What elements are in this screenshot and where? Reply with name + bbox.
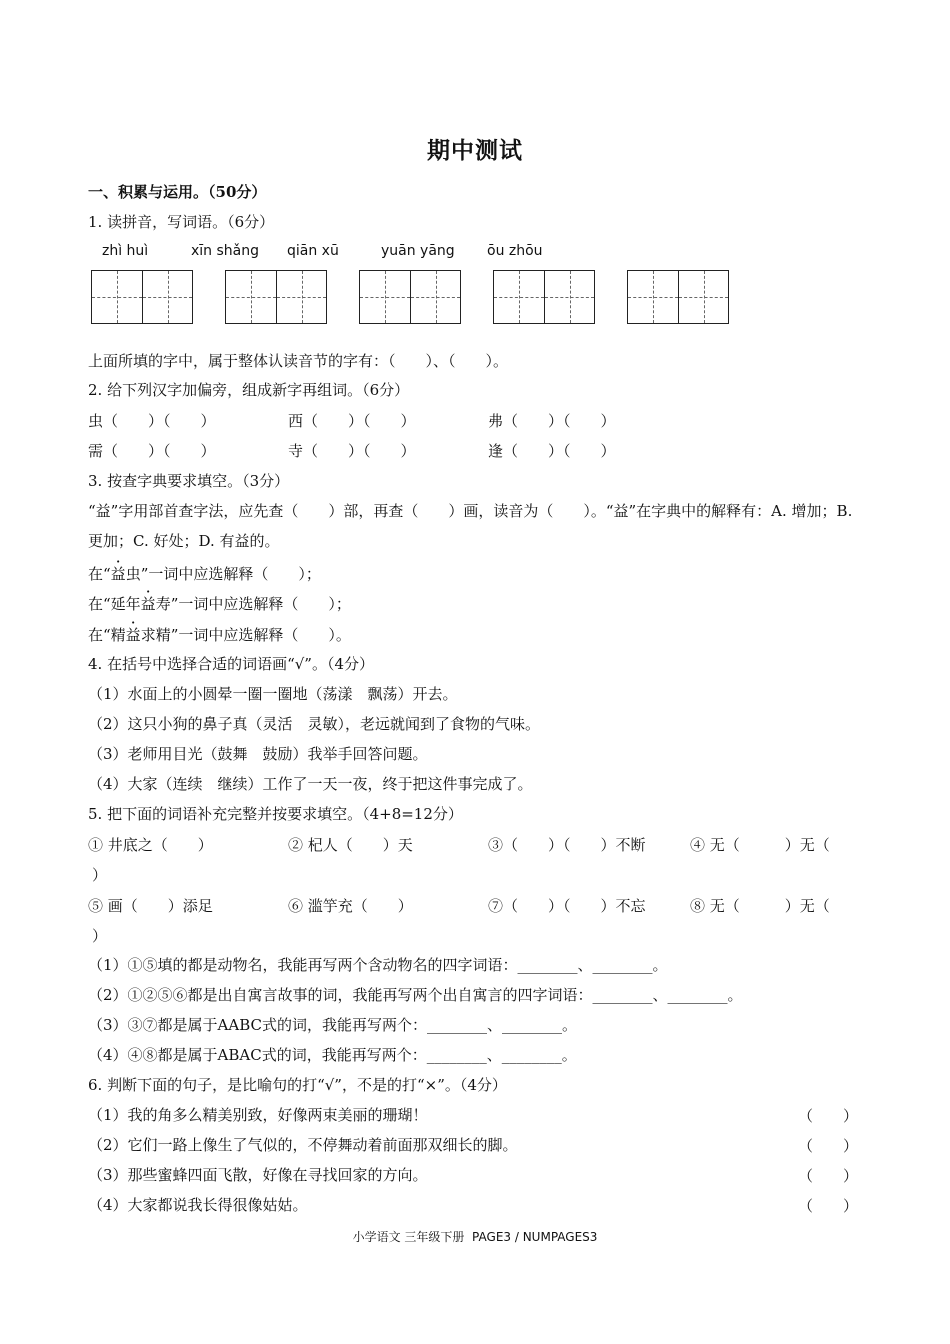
writing-box-2[interactable] xyxy=(225,270,327,324)
writing-box-1[interactable] xyxy=(91,270,193,324)
pinyin-5: ōu zhōu xyxy=(487,243,543,259)
q6-item: （4）大家都说我长得很像姑姑。 xyxy=(88,1196,308,1214)
footer-page: PAGE3 / NUMPAGES3 xyxy=(472,1230,598,1244)
q4-item: （4）大家（连续 继续）工作了一天一夜，终于把这件事完成了。 xyxy=(88,775,533,793)
pinyin-1: zhì huì xyxy=(102,243,149,259)
q5-sub: （2）①②⑤⑥都是出自寓言故事的词，我能再写两个出自寓言的四字词语：________、________。 xyxy=(88,986,743,1004)
q5-sub: （4）④⑧都是属于ABAC式的词，我能再写两个：________、________。 xyxy=(88,1046,577,1064)
text: 在“ xyxy=(88,565,111,583)
q3-paragraph: “益”字用部首查字法，应先查（ ）部，再查（ ）画，读音为（ ）。“益”在字典中的解释有：A. 增加；B. 更加；C. 好处；D. 有益的。 xyxy=(88,502,853,550)
q5-item-wrap: ） xyxy=(92,927,108,945)
q4-item: （1）水面上的小圆晕一圈一圈地（荡漾 飘荡）开去。 xyxy=(88,685,458,703)
section-heading: 一、积累与运用。（50分） xyxy=(88,183,267,201)
answer-blank[interactable]: （ ） xyxy=(798,1197,859,1215)
q1-followup: 上面所填的字中，属于整体认读音节的字有：（ ）、（ ）。 xyxy=(88,352,509,370)
text: 在“延年 xyxy=(88,595,141,613)
answer-blank[interactable]: （ ） xyxy=(798,1167,859,1185)
text: 求精”一词中应选解释（ ）。 xyxy=(140,626,351,644)
q5-sub: （3）③⑦都是属于AABC式的词，我能再写两个：________、________。 xyxy=(88,1016,577,1034)
q2-item: 需（ ）（ ） xyxy=(88,442,216,460)
emphasis-char: 益 xyxy=(110,565,126,583)
q3-line xyxy=(88,625,351,645)
q4-item: （2）这只小狗的鼻子真（灵活 灵敏），老远就闻到了食物的气味。 xyxy=(88,715,541,733)
text: 虫”一词中应选解释（ ）； xyxy=(125,565,321,583)
emphasis-char: 益 xyxy=(125,626,141,644)
q5-item: ① 井底之（ ） xyxy=(88,836,213,854)
page-footer xyxy=(0,1228,950,1245)
text: 寿”一词中应选解释（ ）； xyxy=(155,595,351,613)
q2-item: 弗（ ）（ ） xyxy=(488,412,616,430)
pinyin-2: xīn shǎng xyxy=(191,243,260,259)
q5-item: ⑤ 画（ ）添足 xyxy=(88,897,213,915)
q5-item: ⑦（ ）（ ）不忘 xyxy=(488,897,646,915)
page-title: 期中测试 xyxy=(427,137,523,164)
q1-heading: 1. 读拼音，写词语。（6分） xyxy=(88,213,275,231)
q4-item: （3）老师用目光（鼓舞 鼓励）我举手回答问题。 xyxy=(88,745,428,763)
q3-line xyxy=(88,594,351,614)
q5-item: ③（ ）（ ）不断 xyxy=(488,836,646,854)
q2-heading: 2. 给下列汉字加偏旁，组成新字再组词。（6分） xyxy=(88,381,410,399)
q6-item: （3）那些蜜蜂四面飞散，好像在寻找回家的方向。 xyxy=(88,1166,428,1184)
q5-item: ⑧ 无（ ）无（ xyxy=(690,897,830,915)
writing-box-5[interactable] xyxy=(627,270,729,324)
q5-item-wrap: ） xyxy=(92,866,108,884)
q2-item: 寺（ ）（ ） xyxy=(288,442,416,460)
q5-item: ④ 无（ ）无（ xyxy=(690,836,830,854)
writing-box-3[interactable] xyxy=(359,270,461,324)
q6-item: （2）它们一路上像生了气似的，不停舞动着前面那双细长的脚。 xyxy=(88,1136,518,1154)
q2-item: 西（ ）（ ） xyxy=(288,412,416,430)
answer-blank[interactable]: （ ） xyxy=(798,1107,859,1125)
q6-heading: 6. 判断下面的句子，是比喻句的打“√”，不是的打“×”。（4分） xyxy=(88,1076,507,1094)
pinyin-4: yuān yāng xyxy=(381,243,455,259)
q6-item: （1）我的角多么精美别致，好像两束美丽的珊瑚！ xyxy=(88,1106,428,1124)
pinyin-3: qiān xū xyxy=(287,243,339,259)
q3-line xyxy=(88,564,321,584)
writing-box-4[interactable] xyxy=(493,270,595,324)
q3-heading: 3. 按查字典要求填空。（3分） xyxy=(88,472,290,490)
q5-sub: （1）①⑤填的都是动物名，我能再写两个含动物名的四字词语：________、________。 xyxy=(88,956,668,974)
answer-blank[interactable]: （ ） xyxy=(798,1137,859,1155)
text: 在“精 xyxy=(88,626,126,644)
q5-item: ⑥ 滥竽充（ ） xyxy=(288,897,413,915)
q5-item: ② 杞人（ ）天 xyxy=(288,836,413,854)
q2-item: 逢（ ）（ ） xyxy=(488,442,616,460)
q2-item: 虫（ ）（ ） xyxy=(88,412,216,430)
footer-course: 小学语文 三年级下册 xyxy=(352,1230,465,1244)
emphasis-char: 益 xyxy=(140,595,156,613)
q5-heading: 5. 把下面的词语补充完整并按要求填空。（4+8=12分） xyxy=(88,805,463,823)
q4-heading: 4. 在括号中选择合适的词语画“√”。（4分） xyxy=(88,655,375,673)
